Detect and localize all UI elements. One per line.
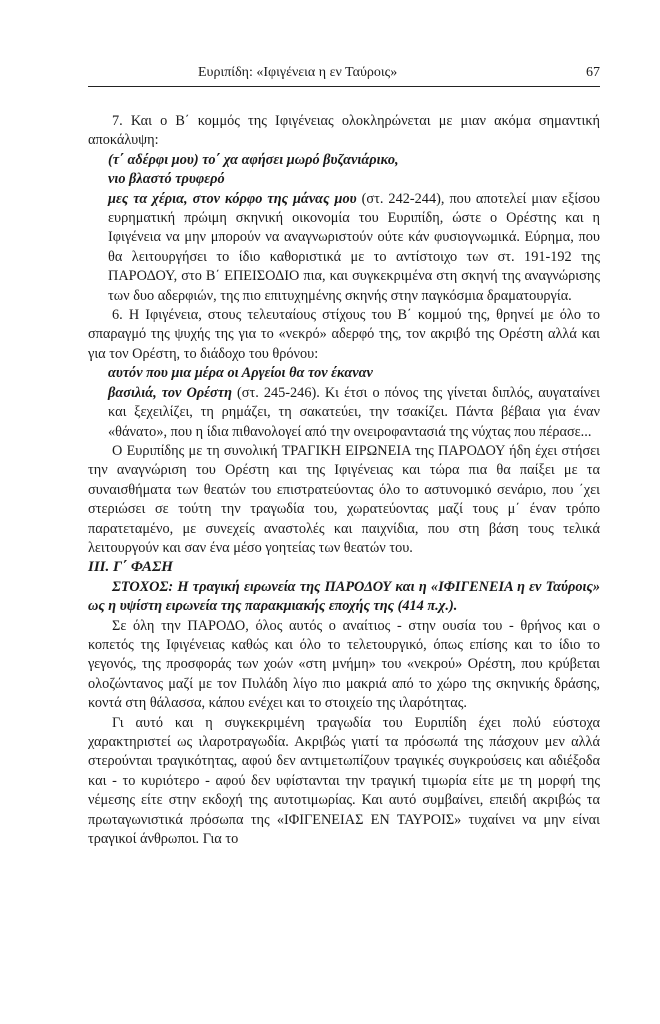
page-body xyxy=(88,112,600,849)
paragraph-parodos: Σε όλη την ΠΑΡΟΔΟ, όλος αυτός ο αναίτιος - στην ουσία του - θρήνος και ο κοπετός της Ιφιγένειας καθώς και όλο το τελετουργικό, όπως επίσης και το ίδιο το γεγονός, της προσφοράς των χοών «στη μνήμη» του «νεκρού» Ορέστη, που κρύβεται ολοζώντανος μαζί με τον Πυλάδη λίγο πιο μακριά από το χώρο της σκηνικής δράσης, κοντά στη θάλασσα, κάπου ενέχει και το στοιχείο της ιλαρότητας. xyxy=(88,617,600,712)
paragraph-6-rest: (στ. 245-246). Κι έτσι ο πόνος της γίνεται διπλός, αυγαταίνει και ξεχειλίζει, τη ρημάζει, τη σακατεύει, την τσακίζει. Πάντα βέβαια για έναν «θάνατο», που η ίδια πιθανολογεί από την ονειροφαντασιά της νύχτας που πέρασε... xyxy=(108,384,600,440)
verse-line: νιο βλαστό τρυφερό xyxy=(108,171,225,188)
verse-line-inline: μες τα χέρια, στον κόρφο της μάνας μου xyxy=(108,190,357,207)
paragraph-tragedy: Γι αυτό και η συγκεκριμένη τραγωδία του Ευριπίδη έχει πολύ εύστοχα χαρακτηριστεί ως ιλαροτραγωδία. Ακριβώς γιατί τα πρόσωπά της πάσχουν μεν αλλά στερούνται τραγικότητας, αφού δεν αντιμετωπίζουν τραγικές συγκρούσεις και αδιέξοδα και - το κυριότερο - αφού δεν υφίστανται την τραγική τιμωρία είτε με τη μορφή της νέμεσης είτε στην εκδοχή της αυτοτιμωρίας. Και αυτό συμβαίνει, επειδή ακριβώς τα πρωταγωνιστικά πρόσωπα της «ΙΦΙΓΕΝΕΙΑΣ ΕΝ ΤΑΥΡΟΙΣ» τυχαίνει να μην είναι τραγικοί άνθρωποι. Για το xyxy=(88,714,600,848)
paragraph-6-lead: 6. Η Ιφιγένεια, στους τελευταίους στίχους του Β΄ κομμού της, θρηνεί με όλο το σπαραγμό της ψυχής της για το «νεκρό» αδερφό της, τον ακριβό της Ορέστη αλλά και για τον Ορέστη, το διάδοχο του θρόνου: xyxy=(88,307,600,362)
paragraph-7-rest: (στ. 242-244), που αποτελεί μιαν εξίσου ευρηματική πρώιμη σκηνική οικονομία του Ευριπίδη, ώστε ο Ορέστης και η Ιφιγένεια να μην μπορούν να αναγνωριστούν ούτε κάν φυσιογνωμικά. Εύρημα, που θα λειτουργήσει το ίδιο καθοριστικά με το αντίστοιχο των στ. 191-192 της ΠΑΡΟΔΟΥ, στο Β΄ ΕΠΕΙΣΟΔΙΟ πια, και συγκεκριμένα στη σκηνή της αναγνώρισης των δυο αδερφιών, της πιο επιτυχημένης σκηνής στην παγκόσμια δραματουργία. xyxy=(108,190,600,304)
verse-line-inline: βασιλιά, τον Ορέστη xyxy=(108,384,232,401)
running-header xyxy=(88,64,600,87)
paragraph-irony: Ο Ευριπίδης με τη συνολική ΤΡΑΓΙΚΗ ΕΙΡΩΝΕΙΑ της ΠΑΡΟΔΟΥ ήδη έχει στήσει την αναγνώριση του Ορέστη και της Ιφιγένειας και τώρα πια θα παίξει με τα συναισθήματα των θεατών του επιστρατεύοντας όλο το αστυνομικό σενάριο, που ΄χει στεριώσει σε τούτη την τραγωδία του, χωρατεύοντας μαζί τους μ΄ έναν τρόπο παρατεταμένο, με συνεχείς αναστολές και παιχνίδια, που στη βάση τους τελικά λειτουργούν και σαν ένα μέσο γοητείας των θεατών του. xyxy=(88,442,600,556)
verse-line: (τ΄ αδέρφι μου) το΄ χα αφήσει μωρό βυζανιάρικο, xyxy=(108,151,399,168)
paragraph-7-lead: 7. Και ο Β΄ κομμός της Ιφιγένειας ολοκληρώνεται με μιαν ακόμα σημαντική αποκάλυψη: xyxy=(88,113,600,149)
running-title: Ευριπίδη: «Ιφιγένεια η εν Ταύροις» xyxy=(198,65,398,80)
verse-line: αυτόν που μια μέρα οι Αργείοι θα τον έκαναν xyxy=(108,365,373,382)
page-number: 67 xyxy=(586,65,600,80)
paragraph-7-body xyxy=(88,190,600,306)
paragraph-6-body xyxy=(88,384,600,442)
goal-statement: ΣΤΟΧΟΣ: Η τραγική ειρωνεία της ΠΑΡΟΔΟΥ και η «ΙΦΙΓΕΝΕΙΑ η εν Ταύροις» ως η υψίστη ειρωνεία της παρακμιακής εποχής της (414 π.χ.). xyxy=(88,578,600,615)
section-heading: ΙΙΙ. Γ΄ ΦΑΣΗ xyxy=(88,559,173,576)
